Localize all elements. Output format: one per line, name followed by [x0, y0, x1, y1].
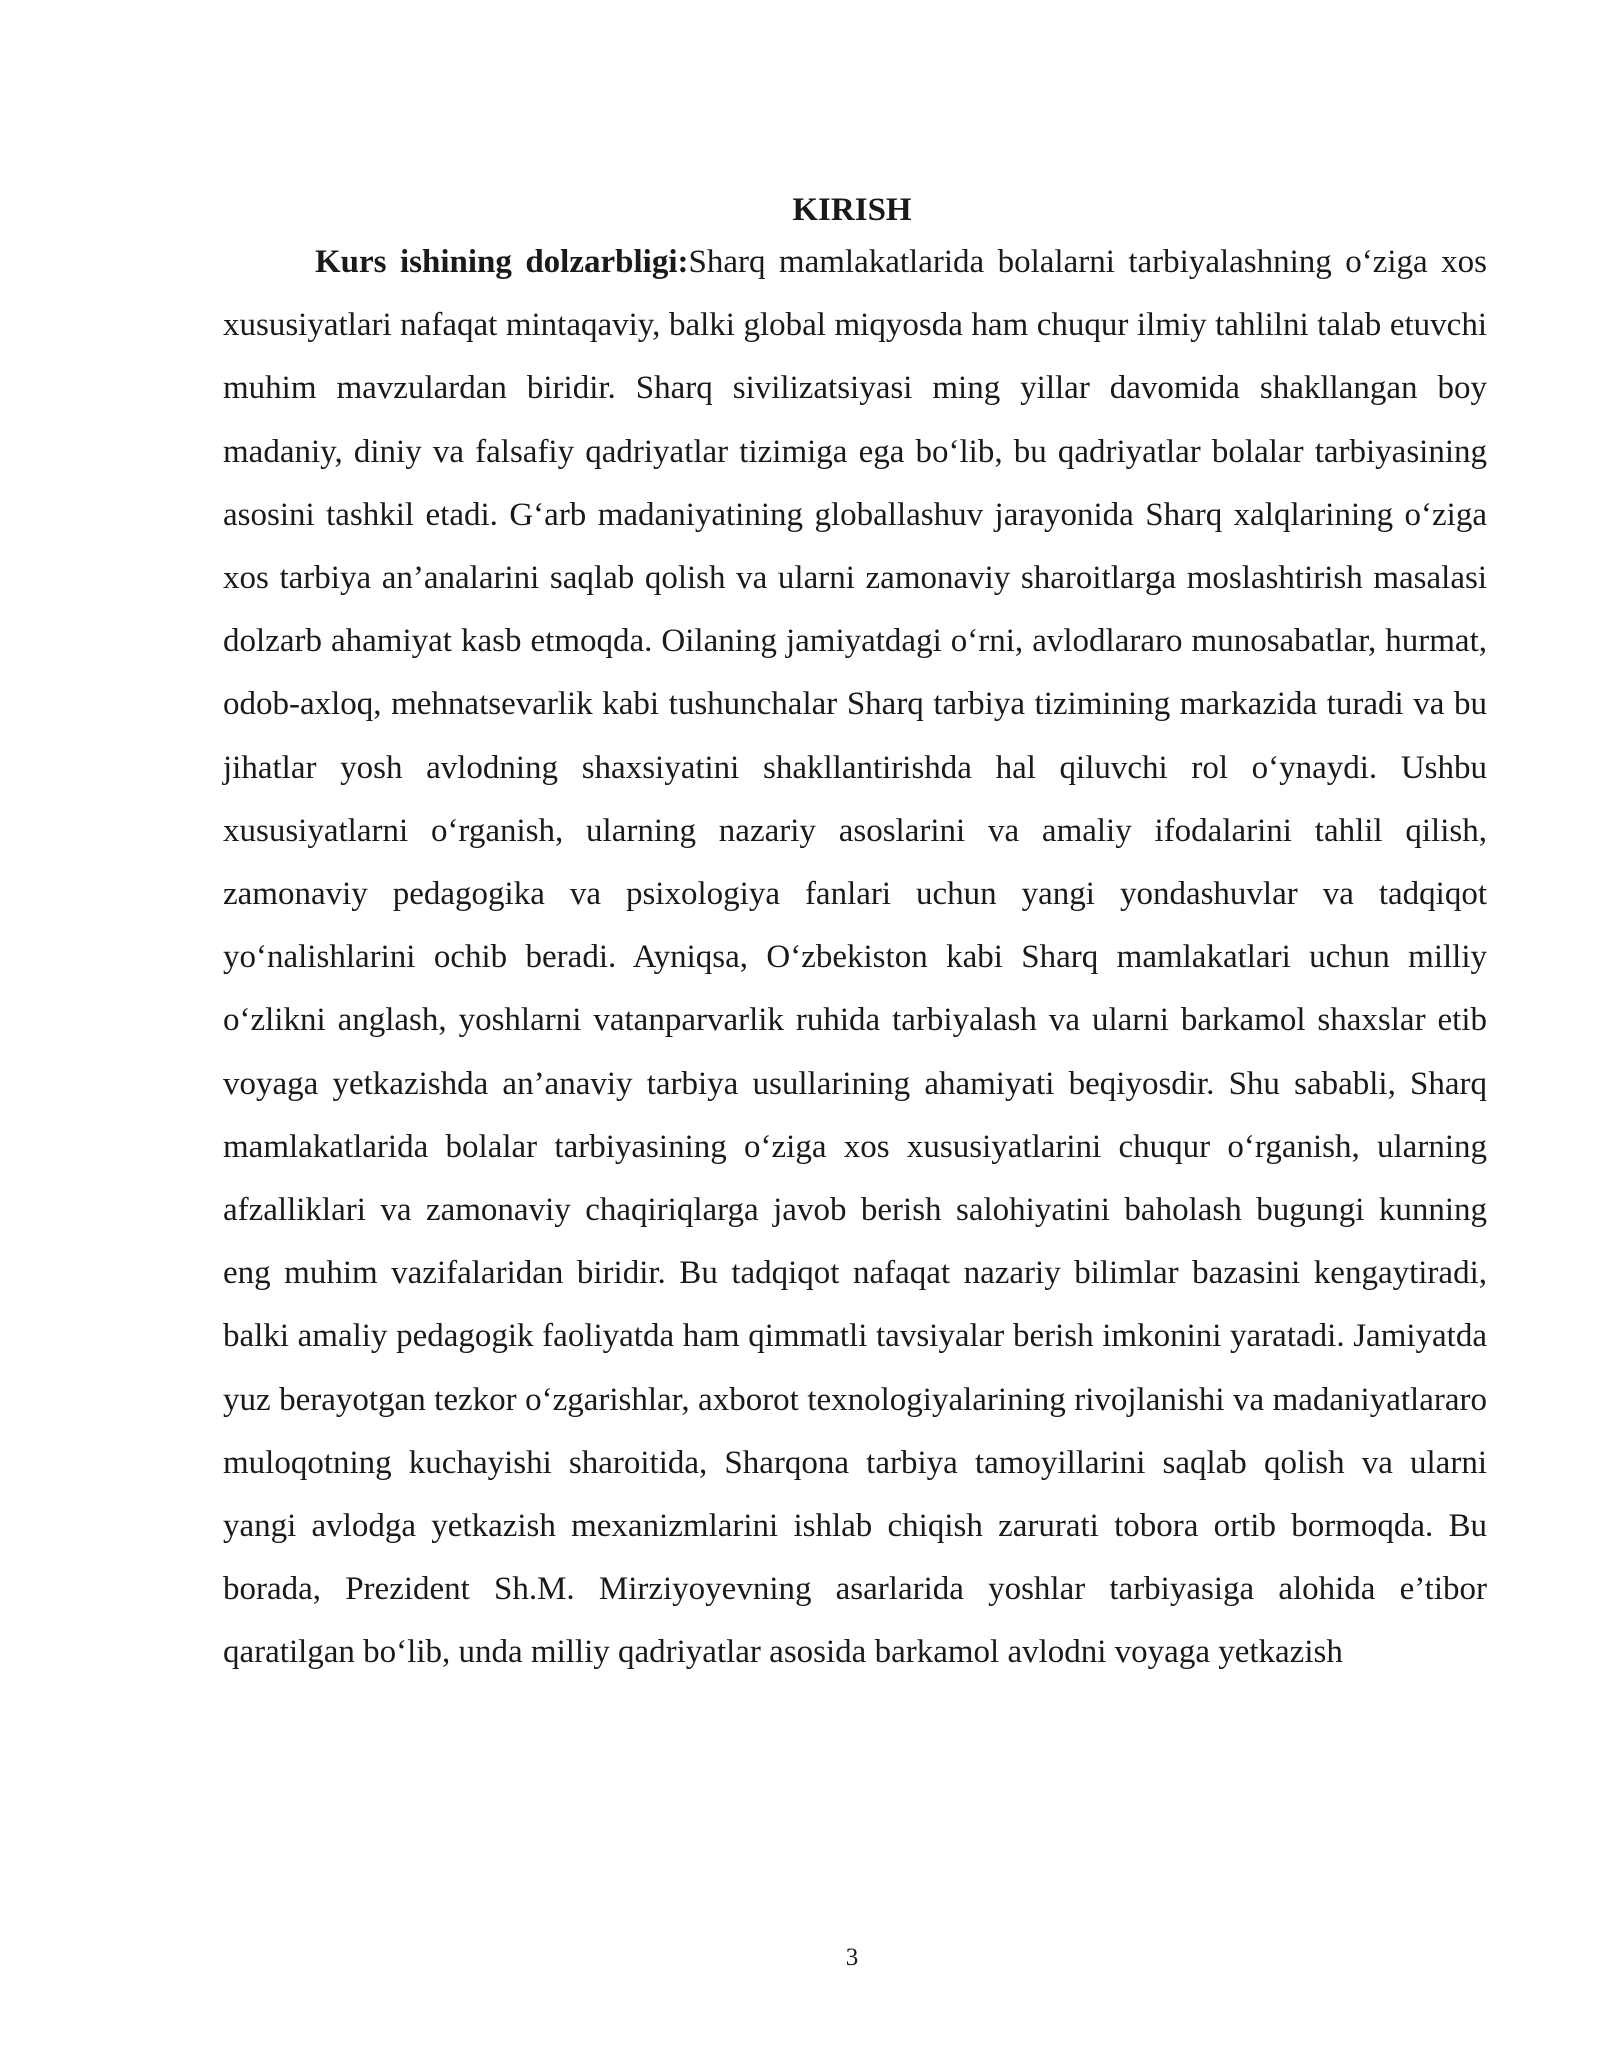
lead-label: Kurs ishining dolzarbligi: — [315, 244, 689, 280]
body-paragraph — [223, 231, 1487, 1685]
page-number: 3 — [845, 1944, 859, 1971]
paragraph-text: Sharq mamlakatlarida bolalarni tarbiyalashning o‘ziga xos xususiyatlari nafaqat mintaqaviy, balki global miqyosda ham chuqur ilmiy tahlilni talab etuvchi muhim mavzulardan biridir. Sharq sivilizatsiyasi ming yillar davomida shakllangan boy madaniy, diniy va falsafiy qadriyatlar tizimiga ega bo‘lib, bu qadriyatlar bolalar tarbiyasining asosini tashkil etadi. G‘arb madaniyatining globallashuv jarayonida Sharq xalqlarining o‘ziga xos tarbiya an’analarini saqlab qolish va ularni zamonaviy sharoitlarga moslashtirish masalasi dolzarb ahamiyat kasb etmoqda. Oilaning jamiyatdagi o‘rni, avlodlararo munosabatlar, hurmat, odob-axloq, mehnatsevarlik kabi tushunchalar Sharq tarbiya tizimining markazida turadi va bu jihatlar yosh avlodning shaxsiyatini shakllantirishda hal qiluvchi rol o‘ynaydi. Ushbu xususiyatlarni o‘rganish, ularning nazariy asoslarini va amaliy ifodalarini tahlil qilish, zamonaviy pedagogika va psixologiya fanlari uchun yangi yondashuvlar va tadqiqot yo‘nalishlarini ochib beradi. Ayniqsa, O‘zbekiston kabi Sharq mamlakatlari uchun milliy o‘zlikni anglash, yoshlarni vatanparvarlik ruhida tarbiyalash va ularni barkamol shaxslar etib voyaga yetkazishda an’anaviy tarbiya usullarining ahamiyati beqiyosdir. Shu sababli, Sharq mamlakatlarida bolalar tarbiyasining o‘ziga xos xususiyatlarini chuqur o‘rganish, ularning afzalliklari va zamonaviy chaqiriqlarga javob berish salohiyatini baholash bugungi kunning eng muhim vazifalaridan biridir. Bu tadqiqot nafaqat nazariy bilimlar bazasini kengaytiradi, balki amaliy pedagogik faoliyatda ham qimmatli tavsiyalar berish imkonini yaratadi. Jamiyatda yuz berayotgan tezkor o‘zgarishlar, axborot texnologiyalarining rivojlanishi va madaniyatlararo muloqotning kuchayishi sharoitida, Sharqona tarbiya tamoyillarini saqlab qolish va ularni yangi avlodga yetkazish mexanizmlarini ishlab chiqish zarurati tobora ortib bormoqda. Bu borada, Prezident Sh.M. Mirziyoyevning asarlarida yoshlar tarbiyasiga alohida e’tibor qaratilgan bo‘lib, unda milliy qadriyatlar asosida barkamol avlodni voyaga yetkazish — [223, 244, 1487, 1671]
section-heading: KIRISH — [792, 192, 912, 228]
